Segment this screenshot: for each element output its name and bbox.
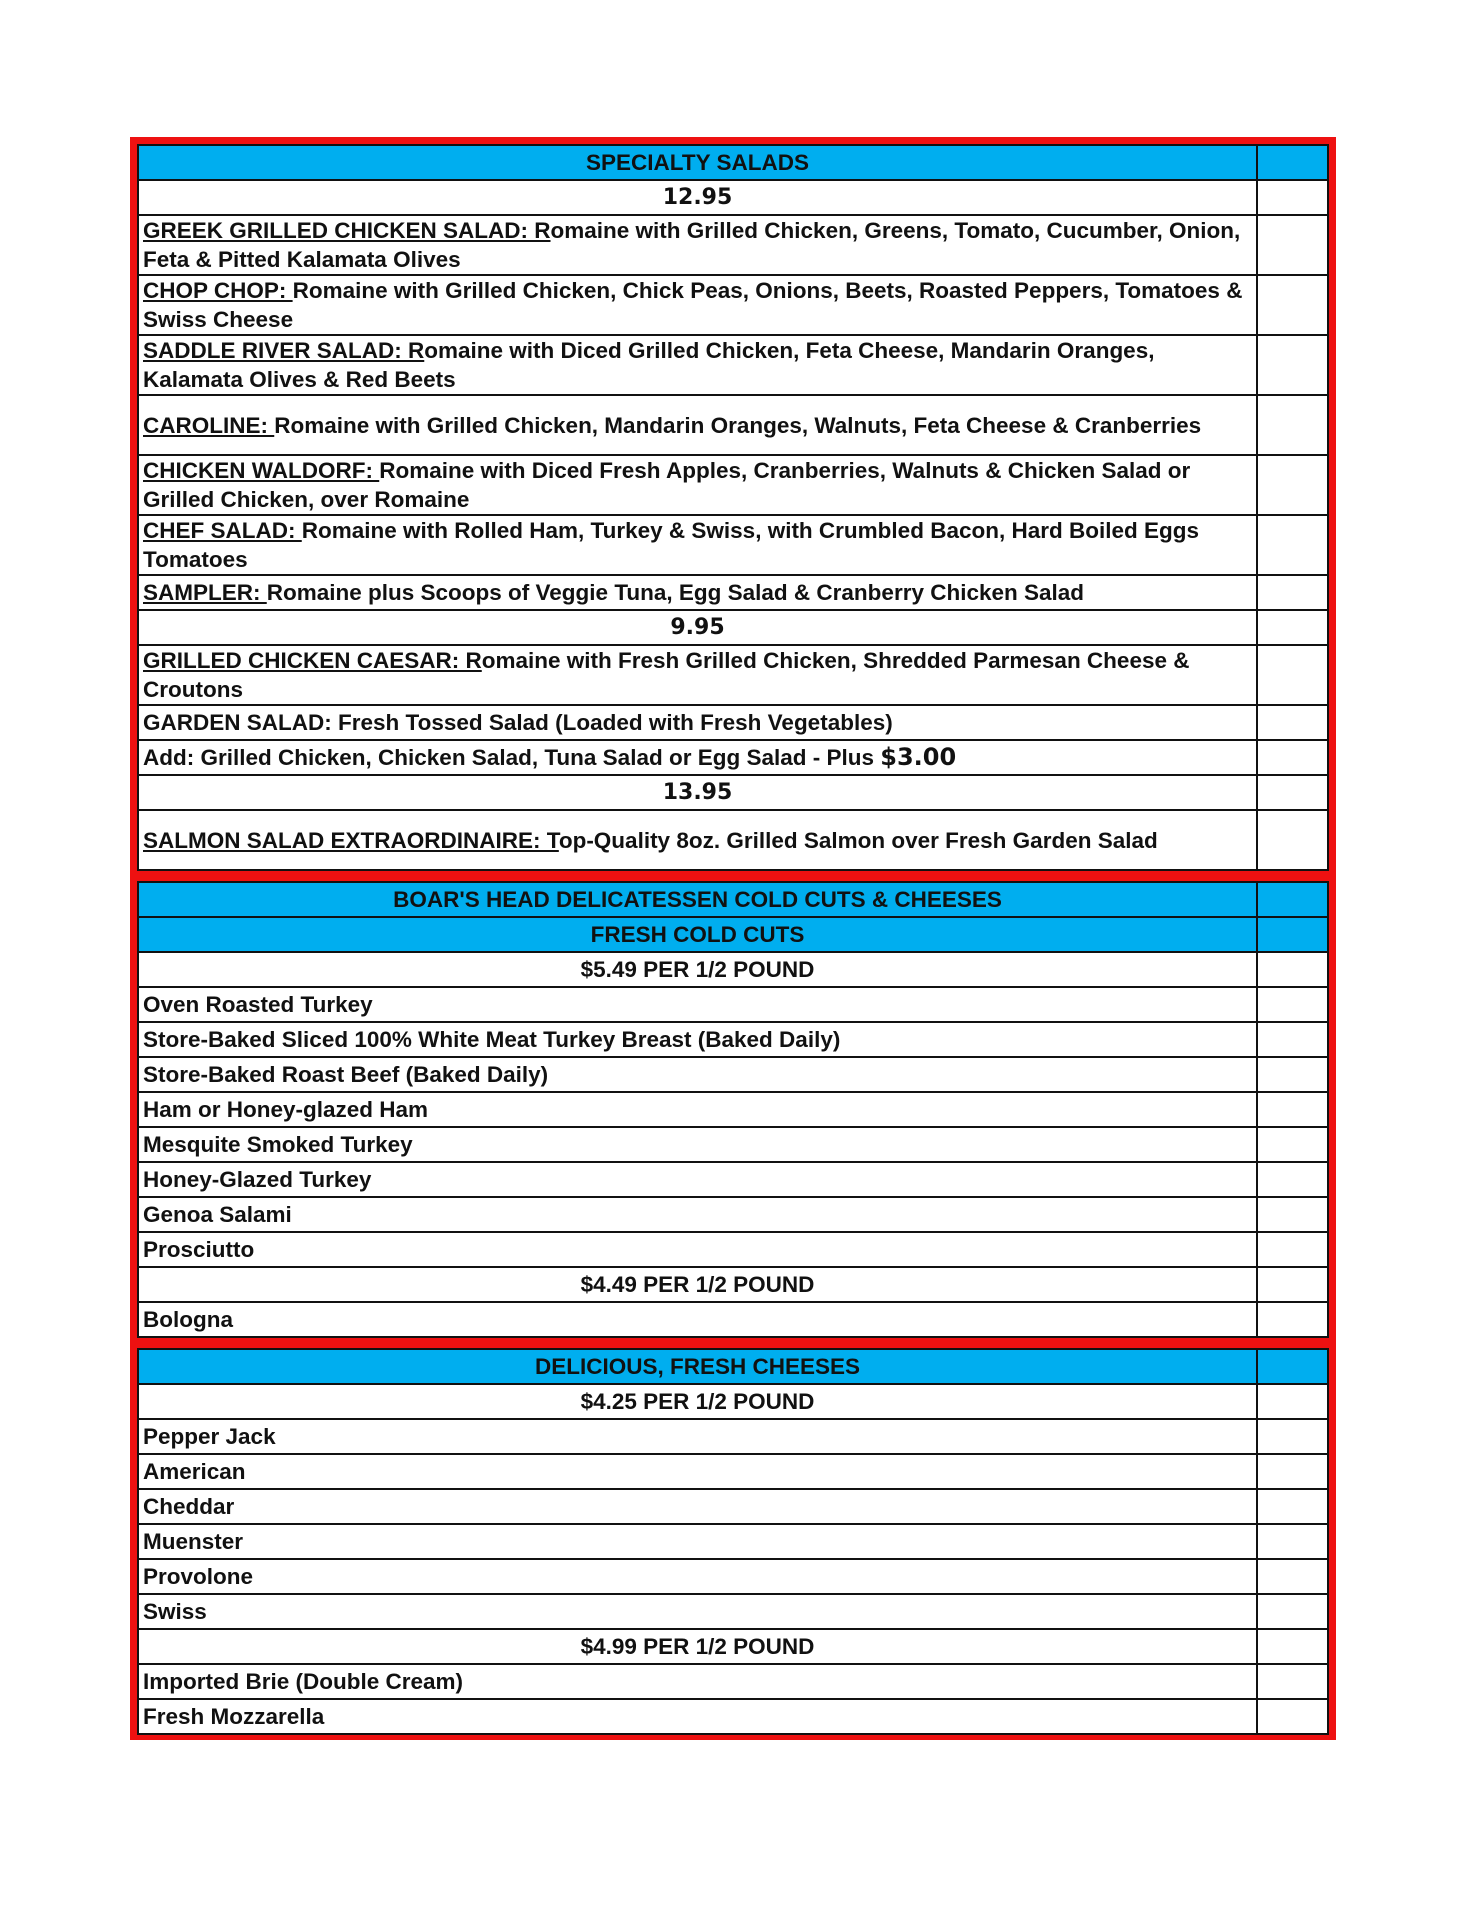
order-box[interactable] xyxy=(1257,1699,1328,1734)
price-row xyxy=(138,952,1328,987)
order-box[interactable] xyxy=(1257,1524,1328,1559)
section-subheader-row xyxy=(138,917,1328,952)
order-box[interactable] xyxy=(1257,1349,1328,1384)
menu-item-row xyxy=(138,1524,1328,1559)
order-box[interactable] xyxy=(1257,1559,1328,1594)
order-box[interactable] xyxy=(1257,515,1328,575)
menu-item-row xyxy=(138,1489,1328,1524)
order-box[interactable] xyxy=(1257,1419,1328,1454)
item-name: CHEF SALAD: xyxy=(143,518,302,543)
section-header-row xyxy=(138,145,1328,180)
item-description: omaine with Grilled Chicken, Greens, Tomato, Cucumber, Onion, Feta & Pitted Kalamata Olives xyxy=(143,218,1241,272)
item-name: CHOP CHOP: xyxy=(143,278,293,303)
price-row xyxy=(138,1629,1328,1664)
price-row xyxy=(138,1384,1328,1419)
price-label: 9.95 xyxy=(138,610,1257,645)
order-box[interactable] xyxy=(1257,645,1328,705)
item-text: GARDEN SALAD: Fresh Tossed Salad (Loaded with Fresh Vegetables) xyxy=(138,705,1257,740)
price-label: $4.49 PER 1/2 POUND xyxy=(138,1267,1257,1302)
price-row xyxy=(138,775,1328,810)
order-box[interactable] xyxy=(1257,987,1328,1022)
order-box[interactable] xyxy=(1257,705,1328,740)
order-box[interactable] xyxy=(1257,1302,1328,1337)
order-box[interactable] xyxy=(1257,335,1328,395)
item-text: Ham or Honey-glazed Ham xyxy=(138,1092,1257,1127)
item-text: Prosciutto xyxy=(138,1232,1257,1267)
section-header-row xyxy=(138,882,1328,917)
menu-item-row xyxy=(138,575,1328,610)
order-box[interactable] xyxy=(1257,455,1328,515)
item-text: Muenster xyxy=(138,1524,1257,1559)
order-box[interactable] xyxy=(1257,1267,1328,1302)
price-label: 12.95 xyxy=(138,180,1257,215)
menu-item-row xyxy=(138,1699,1328,1734)
item-name: GREEK GRILLED CHICKEN SALAD: R xyxy=(143,218,551,243)
order-box[interactable] xyxy=(1257,610,1328,645)
menu-item-row xyxy=(138,215,1328,275)
order-box[interactable] xyxy=(1257,1197,1328,1232)
item-text: Genoa Salami xyxy=(138,1197,1257,1232)
item-name: CHICKEN WALDORF: xyxy=(143,458,380,483)
section-header-row xyxy=(138,1349,1328,1384)
addon-price: $3.00 xyxy=(880,743,957,771)
item-text: Provolone xyxy=(138,1559,1257,1594)
order-box[interactable] xyxy=(1257,1127,1328,1162)
menu-item-row xyxy=(138,987,1328,1022)
order-box[interactable] xyxy=(1257,1664,1328,1699)
order-box[interactable] xyxy=(1257,917,1328,952)
item-description: Romaine plus Scoops of Veggie Tuna, Egg Salad & Cranberry Chicken Salad xyxy=(266,579,1085,605)
order-box[interactable] xyxy=(1257,145,1328,180)
order-box[interactable] xyxy=(1257,1162,1328,1197)
item-description: Romaine with Grilled Chicken, Mandarin Oranges, Walnuts, Feta Cheese & Cranberries xyxy=(274,412,1202,438)
item-description: Romaine with Grilled Chicken, Chick Peas, Onions, Beets, Roasted Peppers, Tomatoes & Swiss Cheese xyxy=(143,278,1243,332)
cheeses-section xyxy=(130,1343,1336,1740)
price-row xyxy=(138,1267,1328,1302)
menu-item-row xyxy=(138,1057,1328,1092)
order-box[interactable] xyxy=(1257,575,1328,610)
item-text: American xyxy=(138,1454,1257,1489)
order-box[interactable] xyxy=(1257,1022,1328,1057)
order-box[interactable] xyxy=(1257,740,1328,775)
salads-header: SPECIALTY SALADS xyxy=(138,145,1257,180)
order-box[interactable] xyxy=(1257,215,1328,275)
item-description: Romaine with Diced Fresh Apples, Cranberries, Walnuts & Chicken Salad or Grilled Chicken, over Romaine xyxy=(143,458,1191,512)
item-text: Store-Baked Sliced 100% White Meat Turkey Breast (Baked Daily) xyxy=(138,1022,1257,1057)
menu-item-row xyxy=(138,335,1328,395)
menu-item-row xyxy=(138,645,1328,705)
item-description: omaine with Diced Grilled Chicken, Feta Cheese, Mandarin Oranges, Kalamata Olives & Red Beets xyxy=(143,338,1155,392)
menu-item-row xyxy=(138,1127,1328,1162)
price-label: $5.49 PER 1/2 POUND xyxy=(138,952,1257,987)
item-text: Imported Brie (Double Cream) xyxy=(138,1664,1257,1699)
price-label: 13.95 xyxy=(138,775,1257,810)
price-row xyxy=(138,610,1328,645)
menu-item-row xyxy=(138,705,1328,740)
order-box[interactable] xyxy=(1257,1594,1328,1629)
item-name: CAROLINE: xyxy=(143,412,275,438)
menu-item-row xyxy=(138,455,1328,515)
order-box[interactable] xyxy=(1257,882,1328,917)
menu-sheet xyxy=(130,137,1336,1740)
item-text: Honey-Glazed Turkey xyxy=(138,1162,1257,1197)
order-box[interactable] xyxy=(1257,775,1328,810)
menu-item-row xyxy=(138,810,1328,870)
item-text: Cheddar xyxy=(138,1489,1257,1524)
cold-cuts-subheader: FRESH COLD CUTS xyxy=(138,917,1257,952)
menu-item-row xyxy=(138,1664,1328,1699)
order-box[interactable] xyxy=(1257,275,1328,335)
price-label: $4.99 PER 1/2 POUND xyxy=(138,1629,1257,1664)
item-text: Swiss xyxy=(138,1594,1257,1629)
order-box[interactable] xyxy=(1257,1384,1328,1419)
order-box[interactable] xyxy=(1257,1092,1328,1127)
menu-item-row xyxy=(138,395,1328,455)
cheeses-header: DELICIOUS, FRESH CHEESES xyxy=(138,1349,1257,1384)
item-name: GRILLED CHICKEN CAESAR: R xyxy=(143,648,482,673)
item-description: op-Quality 8oz. Grilled Salmon over Fresh Garden Salad xyxy=(558,827,1158,853)
item-name: SAMPLER: xyxy=(143,579,267,605)
order-box[interactable] xyxy=(1257,810,1328,870)
item-text: Bologna xyxy=(138,1302,1257,1337)
menu-item-row xyxy=(138,1419,1328,1454)
item-text: Mesquite Smoked Turkey xyxy=(138,1127,1257,1162)
order-box[interactable] xyxy=(1257,1454,1328,1489)
order-box[interactable] xyxy=(1257,1489,1328,1524)
menu-item-row xyxy=(138,1022,1328,1057)
order-box[interactable] xyxy=(1257,1057,1328,1092)
menu-item-row xyxy=(138,275,1328,335)
price-label: $4.25 PER 1/2 POUND xyxy=(138,1384,1257,1419)
cold-cuts-header: BOAR'S HEAD DELICATESSEN COLD CUTS & CHEESES xyxy=(138,882,1257,917)
addon-text: Add: Grilled Chicken, Chicken Salad, Tuna Salad or Egg Salad - Plus xyxy=(143,745,881,770)
menu-item-row xyxy=(138,1454,1328,1489)
menu-item-row xyxy=(138,1092,1328,1127)
item-text: Fresh Mozzarella xyxy=(138,1699,1257,1734)
order-box[interactable] xyxy=(1257,1232,1328,1267)
item-text: Oven Roasted Turkey xyxy=(138,987,1257,1022)
item-text: Pepper Jack xyxy=(138,1419,1257,1454)
menu-item-row xyxy=(138,1197,1328,1232)
menu-item-row xyxy=(138,1302,1328,1337)
item-name: SADDLE RIVER SALAD: R xyxy=(143,338,425,363)
order-box[interactable] xyxy=(1257,180,1328,215)
menu-item-row xyxy=(138,515,1328,575)
menu-item-row xyxy=(138,1594,1328,1629)
item-name: SALMON SALAD EXTRAORDINAIRE: T xyxy=(143,827,559,853)
salads-section xyxy=(130,137,1336,876)
item-description: Romaine with Rolled Ham, Turkey & Swiss, with Crumbled Bacon, Hard Boiled Eggs Tomatoes xyxy=(143,518,1199,572)
item-text: Store-Baked Roast Beef (Baked Daily) xyxy=(138,1057,1257,1092)
order-box[interactable] xyxy=(1257,952,1328,987)
price-row xyxy=(138,180,1328,215)
menu-item-row xyxy=(138,1232,1328,1267)
menu-item-row xyxy=(138,1559,1328,1594)
item-description: omaine with Fresh Grilled Chicken, Shredded Parmesan Cheese & Croutons xyxy=(143,648,1190,702)
cold-cuts-section xyxy=(130,876,1336,1343)
addon-row xyxy=(138,740,1328,775)
order-box[interactable] xyxy=(1257,395,1328,455)
order-box[interactable] xyxy=(1257,1629,1328,1664)
menu-item-row xyxy=(138,1162,1328,1197)
